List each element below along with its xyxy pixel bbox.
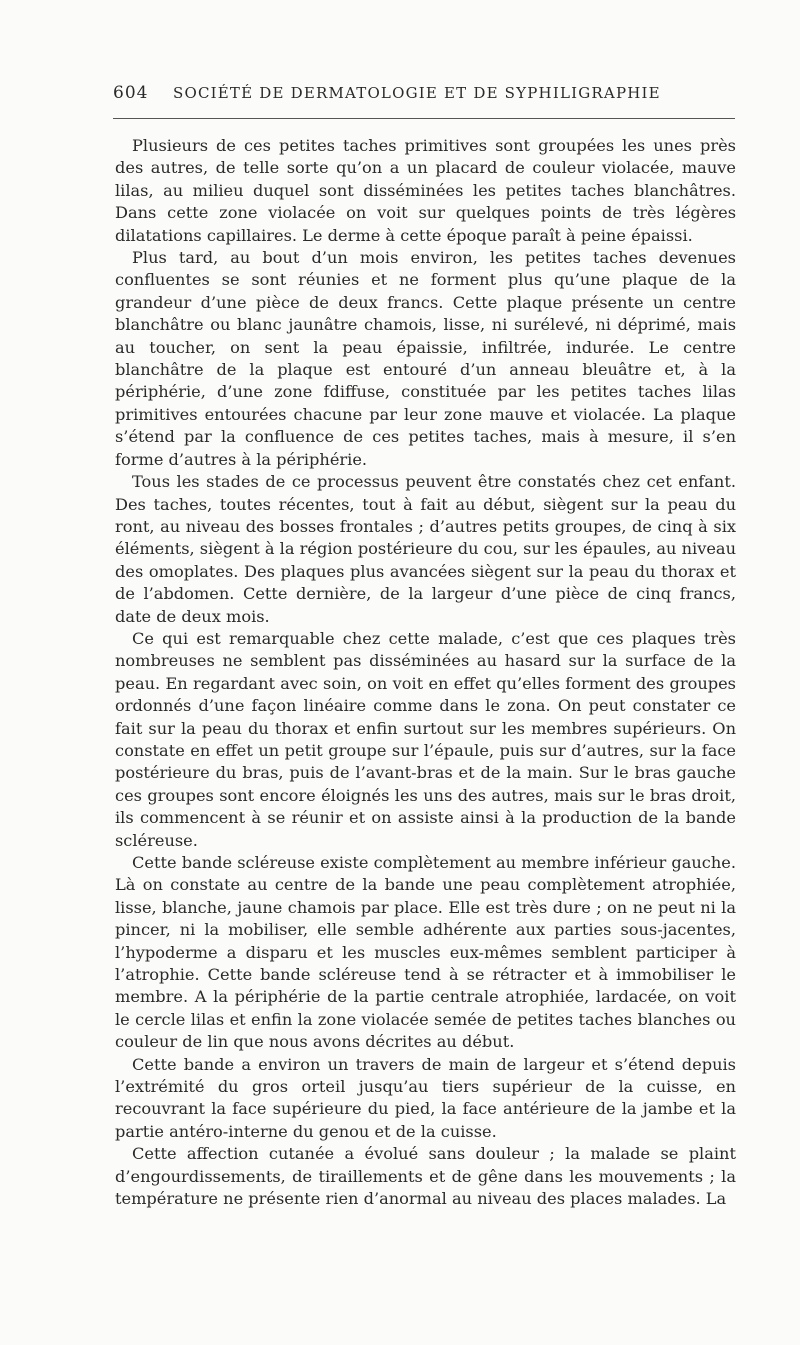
paragraph: Cette bande scléreuse existe complètement au membre inférieur gauche. Là on constate au centre de la bande une peau complètement atrophiée, lisse, blanche, jaune chamois par place. Elle est très dure ; on ne peut ni la pincer, ni la mobiliser, elle semble adhérente aux parties sous-jacentes, l’hypoderme a disparu et les muscles eux-mêmes semblent participer à l’atrophie. Cette bande scléreuse tend à se rétracter et à immobiliser le membre. A la périphérie de la partie centrale atrophiée, lardacée, on voit le cercle lilas et enfin la zone violacée semée de petites taches blanches ou couleur de lin que nous avons décrites au début. — [115, 853, 736, 1052]
running-title: SOCIÉTÉ DE DERMATOLOGIE ET DE SYPHILIGRAPHIE — [173, 84, 661, 102]
paragraph: Plus tard, au bout d’un mois environ, les petites taches devenues confluentes se sont réunies et ne forment plus qu’une plaque de la grandeur d’une pièce de deux francs. Cette plaque présente un centre blanchâtre ou blanc jaunâtre chamois, lisse, ni surélevé, ni déprimé, mais au toucher, on sent la peau épaissie, infiltrée, indurée. Le centre blanchâtre de la plaque est entouré d’un anneau bleuâtre et, à la périphérie, d’une zone fdiffuse, constituée par les petites taches lilas primitives entourées chacune par leur zone mauve et violacée. La plaque s’étend par la confluence de ces petites taches, mais à mesure, il s’en forme d’autres à la périphérie. — [115, 248, 736, 469]
page-number: 604 — [113, 83, 149, 103]
paragraph: Tous les stades de ce processus peuvent être constatés chez cet enfant. Des taches, toutes récentes, tout à fait au début, siègent sur la peau du ront, au niveau des bosses frontales ; d’autres petits groupes, de cinq à six éléments, siègent à la région postérieure du cou, sur les épaules, au niveau des omoplates. Des plaques plus avancées siègent sur la peau du thorax et de l’abdomen. Cette dernière, de la largeur d’une pièce de cinq francs, date de deux mois. — [115, 472, 736, 626]
body-text — [115, 135, 736, 1211]
running-head — [113, 83, 735, 109]
paragraph: Ce qui est remarquable chez cette malade, c’est que ces plaques très nombreuses ne semblent pas disséminées au hasard sur la surface de la peau. En regardant avec soin, on voit en effet qu’elles forment des groupes ordonnés d’une façon linéaire comme dans le zona. On peut constater ce fait sur la peau du thorax et enfin surtout sur les membres supérieurs. On constate en effet un petit groupe sur l’épaule, puis sur d’autres, sur la face postérieure du bras, puis de l’avant-bras et de la main. Sur le bras gauche ces groupes sont encore éloignés les uns des autres, mais sur le bras droit, ils commencent à se réunir et on assiste ainsi à la production de la bande scléreuse. — [115, 628, 736, 850]
paragraph: Cette bande a environ un travers de main de largeur et s’étend depuis l’extrémité du gros orteil jusqu’au tiers supérieur de la cuisse, en recouvrant la face supérieure du pied, la face antérieure de la jambe et la partie antéro-interne du genou et de la cuisse. — [115, 1054, 736, 1141]
paragraph: Cette affection cutanée a évolué sans douleur ; la malade se plaint d’engourdissements, de tiraillements et de gêne dans les mouvements ; la température ne présente rien d’anormal au niveau des places malades. La — [115, 1144, 736, 1209]
header-rule — [113, 118, 735, 119]
paragraph: Plusieurs de ces petites taches primitives sont groupées les unes près des autres, de telle sorte qu’on a un placard de couleur violacée, mauve lilas, au milieu duquel sont disséminées les petites taches blanchâtres. Dans cette zone violacée on voit sur quelques points de très légères dilatations capillaires. Le derme à cette époque paraît à peine épaissi. — [115, 136, 736, 245]
